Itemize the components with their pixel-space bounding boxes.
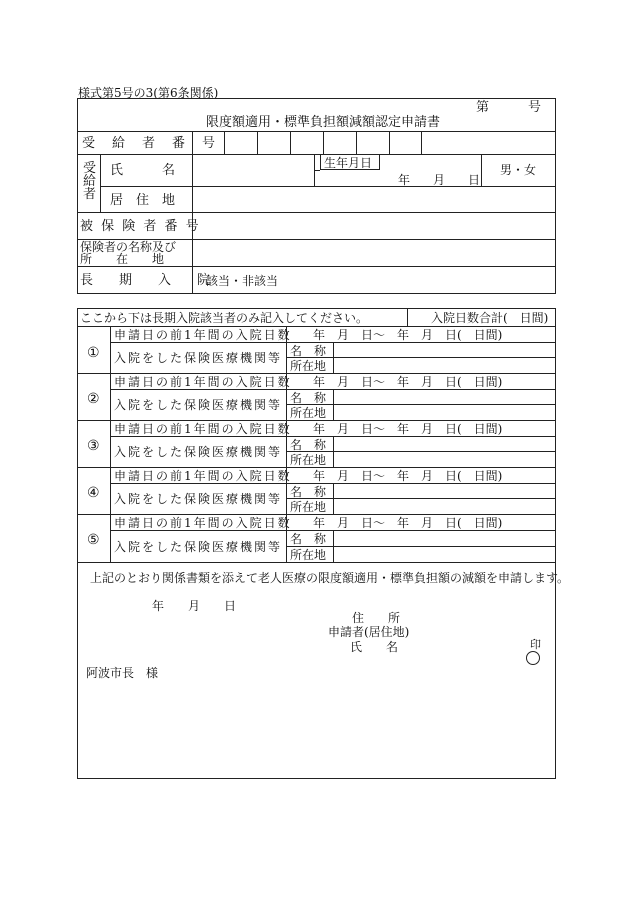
entry-2-period[interactable]: 年 月 日～ 年 月 日( 日間) bbox=[313, 375, 503, 389]
seal-label: 印 bbox=[530, 638, 541, 651]
entry-1-name-label: 名 称 bbox=[290, 344, 327, 358]
address-field[interactable] bbox=[193, 187, 555, 212]
entry-3-name-label: 名 称 bbox=[290, 438, 327, 452]
form-code: 様式第5号の3(第6条関係) bbox=[78, 86, 219, 100]
entry-4-period[interactable]: 年 月 日～ 年 月 日( 日間) bbox=[313, 469, 503, 483]
insured-number-label: 被 保 険 者 番 号 bbox=[80, 219, 201, 234]
entry-2-name-field[interactable] bbox=[334, 390, 555, 404]
recipient-number-digit-6[interactable] bbox=[357, 132, 389, 154]
recipient-number-digit-4[interactable] bbox=[291, 132, 323, 154]
gender-options[interactable]: 男・女 bbox=[500, 163, 537, 177]
long-stay-note: ここから下は長期入院該当者のみ記入してください。 bbox=[80, 311, 369, 325]
name-label: 氏 名 bbox=[110, 163, 176, 178]
entry-4-number: ④ bbox=[87, 485, 100, 501]
entry-4-name-label: 名 称 bbox=[290, 485, 327, 499]
entry-2-facility-label: 入院をした保険医療機関等 bbox=[114, 398, 283, 412]
birth-day-unit: 日 bbox=[468, 173, 481, 187]
recipient-number-digit-7[interactable] bbox=[390, 132, 421, 154]
date-line[interactable]: 年 月 日 bbox=[152, 599, 237, 613]
seal-circle-icon bbox=[526, 651, 540, 665]
total-days: 入院日数合計( 日間) bbox=[431, 311, 549, 325]
entry-1-address-field[interactable] bbox=[334, 358, 555, 373]
name-field[interactable] bbox=[193, 155, 314, 185]
entry-5-address-field[interactable] bbox=[334, 547, 555, 562]
entry-3-days-label: 申請日の前1年間の入院日数 bbox=[114, 422, 292, 436]
entry-2-address-label: 所在地 bbox=[290, 406, 327, 420]
entry-4-name-field[interactable] bbox=[334, 484, 555, 498]
entry-4-facility-label: 入院をした保険医療機関等 bbox=[114, 492, 283, 506]
entry-1-period[interactable]: 年 月 日～ 年 月 日( 日間) bbox=[313, 328, 503, 342]
long-stay-value[interactable]: 該当・非該当 bbox=[206, 274, 279, 288]
applicant-label: 申請者(居住地) bbox=[328, 625, 410, 639]
entry-5-address-label: 所在地 bbox=[290, 548, 327, 562]
number-label: 第 号 bbox=[476, 100, 542, 115]
entry-3-facility-label: 入院をした保険医療機関等 bbox=[114, 445, 283, 459]
applicant-name-label: 氏 名 bbox=[350, 640, 399, 654]
entry-2-number: ② bbox=[87, 391, 100, 407]
entry-5-period[interactable]: 年 月 日～ 年 月 日( 日間) bbox=[313, 516, 503, 530]
entry-2-days-label: 申請日の前1年間の入院日数 bbox=[114, 375, 292, 389]
addressee: 阿波市長 様 bbox=[86, 666, 159, 680]
entry-2-name-label: 名 称 bbox=[290, 391, 327, 405]
entry-1-name-field[interactable] bbox=[334, 343, 555, 357]
recipient-number-digit-3[interactable] bbox=[258, 132, 290, 154]
entry-5-days-label: 申請日の前1年間の入院日数 bbox=[114, 516, 292, 530]
entry-4-address-field[interactable] bbox=[334, 499, 555, 514]
entry-1-number: ① bbox=[87, 345, 100, 361]
entry-1-address-label: 所在地 bbox=[290, 359, 327, 373]
entry-3-name-field[interactable] bbox=[334, 437, 555, 451]
entry-4-address-label: 所在地 bbox=[290, 500, 327, 514]
insurer-label-line2: 所 在 地 bbox=[80, 252, 165, 266]
entry-5-name-label: 名 称 bbox=[290, 532, 327, 546]
entry-1-facility-label: 入院をした保険医療機関等 bbox=[114, 351, 283, 365]
insurer-label-line1: 保険者の名称及び bbox=[80, 240, 177, 254]
insured-number-field[interactable] bbox=[193, 213, 555, 239]
recipient-number-digit-1[interactable] bbox=[193, 132, 224, 154]
recipient-side-label: 受給者 bbox=[83, 161, 97, 202]
entry-1-days-label: 申請日の前1年間の入院日数 bbox=[114, 328, 292, 342]
birth-month-unit: 月 bbox=[433, 173, 446, 187]
insurer-field[interactable] bbox=[193, 240, 555, 266]
applicant-address-label: 住 所 bbox=[352, 611, 401, 625]
recipient-number-label: 受 給 者 番 号 bbox=[82, 136, 218, 151]
long-stay-label: 長 期 入 院 bbox=[80, 273, 211, 288]
recipient-number-digit-2[interactable] bbox=[225, 132, 257, 154]
entry-3-address-field[interactable] bbox=[334, 452, 555, 467]
entry-3-number: ③ bbox=[87, 438, 100, 454]
birth-year-unit: 年 bbox=[398, 173, 411, 187]
recipient-number-digit-5[interactable] bbox=[324, 132, 356, 154]
birthdate-label: 生年月日 bbox=[324, 156, 373, 170]
entry-3-period[interactable]: 年 月 日～ 年 月 日( 日間) bbox=[313, 422, 503, 436]
address-label: 居 住 地 bbox=[110, 193, 176, 208]
entry-5-number: ⑤ bbox=[87, 532, 100, 548]
entry-3-address-label: 所在地 bbox=[290, 453, 327, 467]
entry-4-days-label: 申請日の前1年間の入院日数 bbox=[114, 469, 292, 483]
entry-2-address-field[interactable] bbox=[334, 405, 555, 420]
entry-5-facility-label: 入院をした保険医療機関等 bbox=[114, 540, 283, 554]
statement: 上記のとおり関係書類を添えて老人医療の限度額適用・標準負担額の減額を申請します。 bbox=[90, 571, 570, 585]
entry-5-name-field[interactable] bbox=[334, 531, 555, 546]
form-title: 限度額適用・標準負担額減額認定申請書 bbox=[206, 115, 441, 130]
